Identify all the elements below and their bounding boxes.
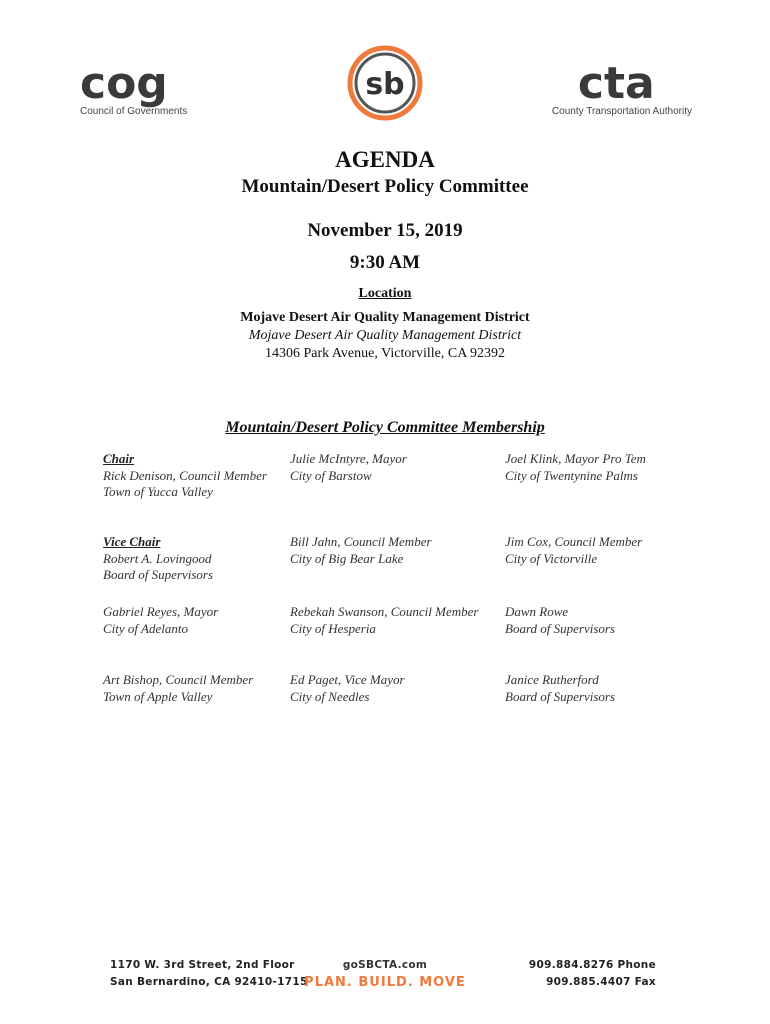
footer-website-link[interactable]: goSBCTA.com [342, 959, 428, 971]
member-entry [103, 451, 288, 501]
member-name: Gabriel Reyes, Mayor [103, 604, 219, 619]
member-entry [103, 604, 288, 637]
member-name: Dawn Rowe [505, 604, 569, 619]
footer-fax: 909.885.4407 Fax [546, 976, 656, 988]
sb-logo [346, 44, 424, 122]
footer-tagline: PLAN. BUILD. MOVE [304, 975, 466, 990]
member-name: Art Bishop, Council Member [103, 672, 254, 687]
cog-logo-subtitle: Council of Governments [80, 106, 188, 117]
member-affiliation: City of Hesperia [290, 620, 376, 636]
member-entry [505, 534, 705, 567]
member-affiliation: City of Barstow [290, 467, 372, 483]
member-name: Joel Klink, Mayor Pro Tem [505, 451, 646, 466]
member-entry [290, 604, 502, 637]
cog-logo-word: cog [80, 58, 168, 109]
agenda-heading: AGENDA [335, 147, 435, 172]
member-affiliation: Board of Supervisors [505, 688, 616, 704]
member-affiliation: City of Victorville [505, 550, 598, 566]
member-affiliation: Town of Apple Valley [103, 688, 213, 704]
footer-contact [529, 957, 656, 991]
member-affiliation: City of Twentynine Palms [505, 467, 638, 483]
location-venue: Mojave Desert Air Quality Management District [248, 328, 522, 343]
member-entry [505, 451, 705, 484]
member-name: Robert A. Lovingood [103, 550, 212, 566]
committee-name: Mountain/Desert Policy Committee [241, 176, 529, 197]
member-name: Rick Denison, Council Member [103, 467, 267, 483]
member-entry [290, 451, 502, 484]
sb-logo-icon [346, 44, 424, 122]
member-name: Bill Jahn, Council Member [290, 534, 432, 549]
member-entry [505, 672, 705, 705]
member-name: Ed Paget, Vice Mayor [290, 672, 405, 687]
member-name: Janice Rutherford [505, 672, 599, 687]
footer-address-line1: 1170 W. 3rd Street, 2nd Floor [110, 959, 295, 971]
cog-logo [80, 58, 188, 117]
member-entry [505, 604, 705, 637]
member-entry [290, 672, 502, 705]
sb-logo-text: sb [365, 67, 405, 102]
meeting-time: 9:30 AM [349, 252, 421, 273]
member-affiliation: City of Needles [290, 688, 370, 704]
cta-logo-subtitle: County Transportation Authority [551, 106, 692, 117]
membership-heading: Mountain/Desert Policy Committee Membership [225, 419, 545, 436]
agenda-title-block [0, 146, 770, 363]
member-affiliation: Town of Yucca Valley [103, 484, 213, 499]
member-entry [290, 534, 502, 567]
member-name: Rebekah Swanson, Council Member [290, 604, 479, 619]
member-role: Chair [103, 451, 135, 466]
member-affiliation: City of Adelanto [103, 620, 188, 636]
cta-logo-word: cta [577, 58, 655, 109]
member-entry [103, 534, 288, 584]
footer-phone: 909.884.8276 Phone [528, 959, 656, 971]
member-name: Julie McIntyre, Mayor [290, 451, 407, 466]
member-entry [103, 672, 288, 705]
cta-logo [551, 58, 692, 117]
footer-address-line2: San Bernardino, CA 92410-1715 [110, 976, 308, 988]
member-affiliation: City of Big Bear Lake [290, 550, 404, 566]
meeting-date: November 15, 2019 [307, 220, 463, 241]
member-affiliation: Board of Supervisors [103, 567, 214, 582]
location-address: 14306 Park Avenue, Victorville, CA 92392 [264, 346, 506, 361]
member-role: Vice Chair [103, 534, 161, 549]
location-name: Mojave Desert Air Quality Management District [240, 310, 530, 325]
location-heading: Location [358, 286, 412, 301]
member-name: Jim Cox, Council Member [505, 534, 643, 549]
member-affiliation: Board of Supervisors [505, 620, 616, 636]
